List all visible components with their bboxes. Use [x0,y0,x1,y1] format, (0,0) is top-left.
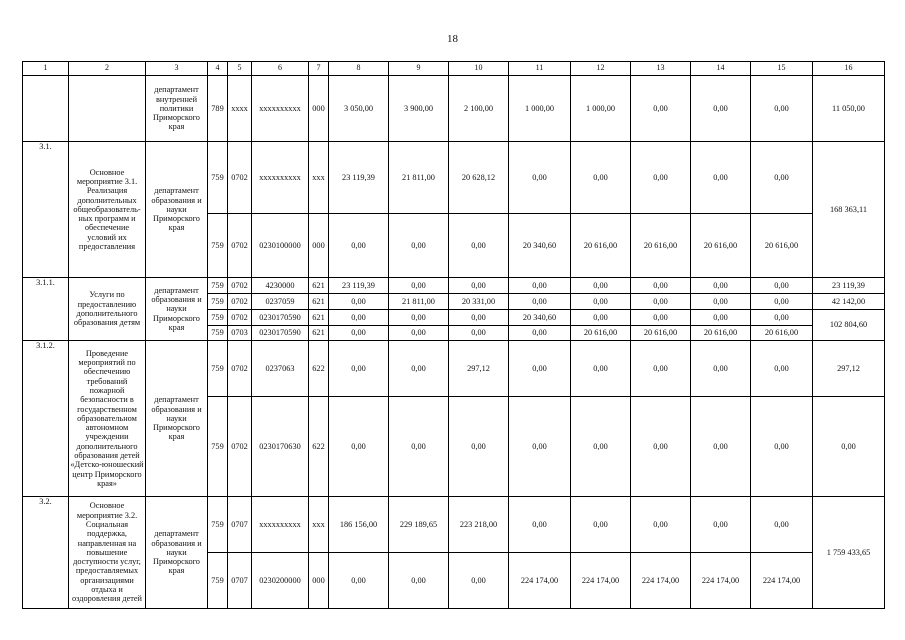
table-cell: 224 174,00 [751,553,813,609]
column-header: 1 [23,62,69,76]
row-number: 3.1. [23,142,69,278]
column-header: 8 [329,62,389,76]
table-cell: 0,00 [631,497,691,553]
table-cell: 759 [208,397,228,497]
table-cell: 0,00 [691,142,751,214]
table-cell: 0230100000 [252,214,309,278]
table-row [23,76,885,142]
table-cell: 0,00 [631,310,691,326]
table-cell: 1 000,00 [571,76,631,142]
table-cell: 622 [309,397,329,497]
table-cell: 0702 [228,278,252,294]
table-cell: 0,00 [389,397,449,497]
table-cell: 224 174,00 [631,553,691,609]
table-cell: 621 [309,294,329,310]
table-cell: 759 [208,341,228,397]
total-cell: 168 363,11 [813,142,885,278]
column-header: 4 [208,62,228,76]
table-cell: 0230200000 [252,553,309,609]
table-cell: 0,00 [329,214,389,278]
table-cell: 0707 [228,497,252,553]
table-cell: 23 119,39 [329,142,389,214]
budget-table [22,61,885,609]
table-cell: 11 050,00 [813,76,885,142]
table-cell: 0,00 [751,341,813,397]
header-row [23,62,885,76]
column-header: 13 [631,62,691,76]
table-cell: 622 [309,341,329,397]
table-cell: 0,00 [329,341,389,397]
column-header: 7 [309,62,329,76]
table-cell: xxxxxxxxxx [252,142,309,214]
table-cell: 0,00 [751,294,813,310]
column-header: 16 [813,62,885,76]
table-cell: 0,00 [691,341,751,397]
table-cell: 0,00 [751,76,813,142]
table-cell: 0702 [228,294,252,310]
table-cell: 0,00 [329,310,389,326]
table-cell: 759 [208,497,228,553]
table-cell: 0,00 [631,76,691,142]
row-number: 3.2. [23,497,69,609]
table-cell: xxxxxxxxxx [252,497,309,553]
table-cell: 0,00 [631,341,691,397]
table-cell: 20 616,00 [751,214,813,278]
table-cell: 0,00 [509,278,571,294]
table-cell: 0,00 [509,142,571,214]
table-cell: 0,00 [509,341,571,397]
table-cell: 4230000 [252,278,309,294]
row-name: Проведение мероприятий по обеспечению требований пожарной безопасности в государственном образовательном автономном учреждении дополнительного образования детей «Детско-юношеский центр Приморского края» [69,341,146,497]
table-cell: 0,00 [329,553,389,609]
column-header: 3 [146,62,208,76]
executor-cell: департамент внутренней политики Приморского края [146,76,208,142]
table-cell: 21 811,00 [389,142,449,214]
row-name: Основное мероприятие 3.1. Реализация дополнительных общеобразователь-ных программ и обеспечение условий их предоставления [69,142,146,278]
row-name: Основное мероприятие 3.2. Социальная поддержка, направленная на повышение доступности услуг, предоставляемых организациями отдыха и оздоровления детей [69,497,146,609]
table-cell: 0,00 [631,278,691,294]
column-header: 14 [691,62,751,76]
table-cell: 0,00 [571,397,631,497]
table-cell: 0702 [228,397,252,497]
table-cell: 20 616,00 [631,326,691,341]
table-cell: 2 100,00 [449,76,509,142]
row-number [23,76,69,142]
table-cell: 0,00 [449,553,509,609]
table-cell: 224 174,00 [571,553,631,609]
table-cell: 0,00 [691,76,751,142]
table-cell: 0237059 [252,294,309,310]
table-cell: 0,00 [631,397,691,497]
column-header: 5 [228,62,252,76]
table-cell: 224 174,00 [691,553,751,609]
table-cell: 789 [208,76,228,142]
table-cell: 759 [208,294,228,310]
table-cell: 0230170590 [252,326,309,341]
column-header: 10 [449,62,509,76]
table-cell: 23 119,39 [329,278,389,294]
table-cell: 0,00 [631,294,691,310]
total-cell: 42 142,00 [813,294,885,310]
table-cell: 0702 [228,214,252,278]
table-cell: 759 [208,278,228,294]
executor-cell: департамент образования и науки Приморского края [146,497,208,609]
table-cell: 0,00 [329,326,389,341]
row-name: Услуги по предоставлению дополнительного образования детям [69,278,146,341]
table-cell: 0,00 [389,310,449,326]
table-cell: 20 616,00 [691,326,751,341]
table-cell: 0,00 [751,142,813,214]
column-header: 12 [571,62,631,76]
table-cell: 0,00 [509,497,571,553]
row-number: 3.1.2. [23,341,69,497]
table-cell: 223 218,00 [449,497,509,553]
table-cell: 0,00 [449,278,509,294]
total-cell: 102 804,60 [813,310,885,341]
table-cell: 0,00 [751,497,813,553]
table-cell: 759 [208,214,228,278]
table-cell: 0,00 [691,294,751,310]
table-cell: xxxxxxxxxx [252,76,309,142]
table-cell: 20 340,60 [509,214,571,278]
executor-cell: департамент образования и науки Приморского края [146,341,208,497]
table-cell: 0703 [228,326,252,341]
table-cell: 0230170590 [252,310,309,326]
table-cell: 0,00 [509,397,571,497]
table-cell: 0,00 [691,497,751,553]
table-cell: 0,00 [571,497,631,553]
table-cell: 0,00 [571,341,631,397]
table-row [23,278,885,294]
table-cell: 20 340,60 [509,310,571,326]
table-cell: 0,00 [571,310,631,326]
table-cell: 0,00 [389,341,449,397]
table-cell: 0,00 [751,278,813,294]
table-cell: 0,00 [631,142,691,214]
table-cell: 0,00 [449,326,509,341]
table-cell: 0,00 [389,214,449,278]
table-cell: 20 616,00 [691,214,751,278]
table-cell: 20 616,00 [571,214,631,278]
table-cell: 000 [309,214,329,278]
table-cell: 0,00 [329,294,389,310]
table-cell: xxxx [228,76,252,142]
table-cell: 0,00 [571,294,631,310]
table-body [23,62,885,609]
table-cell: xxx [309,142,329,214]
table-cell: 621 [309,278,329,294]
table-cell: 000 [309,553,329,609]
table-row [23,497,885,553]
table-cell: 000 [309,76,329,142]
table-cell: 20 616,00 [631,214,691,278]
executor-cell: департамент образования и науки Приморского края [146,278,208,341]
table-cell: 0,00 [449,310,509,326]
column-header: 2 [69,62,146,76]
table-cell: 0237063 [252,341,309,397]
column-header: 15 [751,62,813,76]
table-cell: 759 [208,310,228,326]
table-row [23,142,885,214]
table-cell: 0,00 [389,326,449,341]
table-cell: 0702 [228,142,252,214]
table-cell: 0,00 [389,553,449,609]
table-cell: 0,00 [449,214,509,278]
table-cell: 20 628,12 [449,142,509,214]
table-row [23,341,885,397]
table-cell: 21 811,00 [389,294,449,310]
executor-cell: департамент образования и науки Приморского края [146,142,208,278]
table-cell: 20 616,00 [751,326,813,341]
table-cell: 0,00 [509,294,571,310]
table-cell: 759 [208,326,228,341]
table-cell: 621 [309,326,329,341]
table-cell: 229 189,65 [389,497,449,553]
table-cell: 0,00 [329,397,389,497]
table-cell: 0,00 [509,326,571,341]
total-cell: 23 119,39 [813,278,885,294]
table-cell: 0230170630 [252,397,309,497]
row-name [69,76,146,142]
table-cell: 0,00 [389,278,449,294]
table-cell: 0702 [228,310,252,326]
table-cell: 0707 [228,553,252,609]
table-cell: 0,00 [813,397,885,497]
table-cell: 186 156,00 [329,497,389,553]
table-cell: 0,00 [751,310,813,326]
table-cell: 759 [208,142,228,214]
table-cell: 0,00 [571,142,631,214]
table-cell: 0,00 [691,310,751,326]
column-header: 11 [509,62,571,76]
table-cell: 3 900,00 [389,76,449,142]
table-cell: 0,00 [571,278,631,294]
column-header: 9 [389,62,449,76]
table-cell: 621 [309,310,329,326]
table-cell: 1 000,00 [509,76,571,142]
total-cell: 1 759 433,65 [813,497,885,609]
table-cell: 20 616,00 [571,326,631,341]
table-cell: 0,00 [751,397,813,497]
table-cell: 759 [208,553,228,609]
table-cell: 0702 [228,341,252,397]
table-cell: xxx [309,497,329,553]
table-cell: 3 050,00 [329,76,389,142]
table-cell: 0,00 [691,397,751,497]
table-cell: 0,00 [449,397,509,497]
row-number: 3.1.1. [23,278,69,341]
table-cell: 20 331,00 [449,294,509,310]
page-number: 18 [447,33,458,45]
table-cell: 297,12 [449,341,509,397]
table-cell: 297,12 [813,341,885,397]
column-header: 6 [252,62,309,76]
table-cell: 224 174,00 [509,553,571,609]
table-cell: 0,00 [691,278,751,294]
